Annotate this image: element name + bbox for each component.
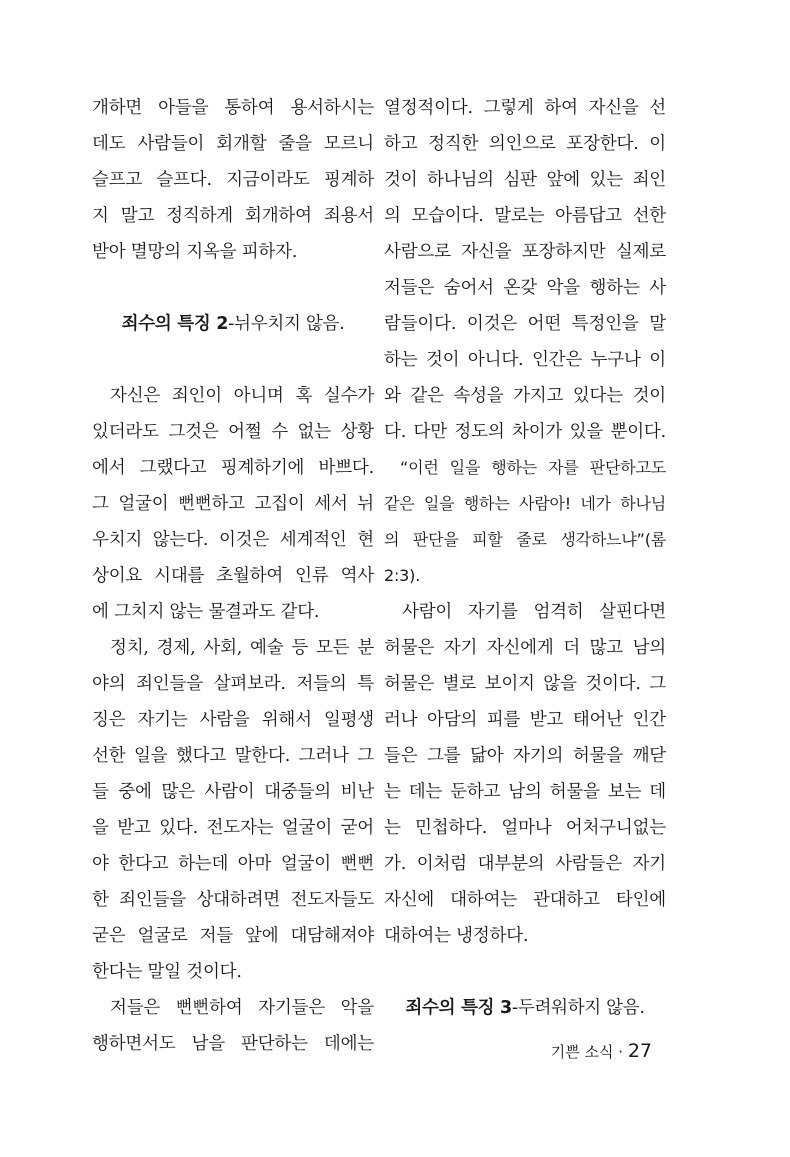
text-line: 람들이다. 이것은 어떤 특정인을 말 (384, 314, 666, 334)
quote-line: 같은 일을 행하는 사람아! 네가 하나님 (384, 494, 666, 513)
text-line: 을 받고 있다. 전도자는 얼굴이 굳어 (92, 818, 374, 838)
heading-bold-part: 죄수의 특징 2 (121, 314, 229, 334)
text-line: 하고 정직한 의인으로 포장한다. 이 (384, 134, 666, 154)
text-line: 개하면 아들을 통하여 용서하시는 (92, 98, 374, 118)
heading-rest-part: -뉘우치지 않음. (228, 314, 345, 334)
heading-bold-part: 죄수의 특징 3 (405, 998, 512, 1018)
text-line: 한 죄인들을 상대하려면 전도자들도 (92, 890, 374, 910)
text-line: 저들은 뻔뻔하여 자기들은 악을 (110, 998, 374, 1018)
quote-line: 의 판단을 피할 줄로 생각하느냐”(롬 (384, 530, 666, 549)
text-line: 와 같은 속성을 가지고 있다는 것이 (384, 386, 666, 406)
quote-line: “이런 일을 행하는 자를 판단하고도 (400, 458, 666, 477)
text-line: 허물은 별로 보이지 않을 것이다. 그 (384, 674, 666, 694)
heading-rest-part: -두려워하지 않음. (511, 998, 645, 1018)
text-line: 열정적이다. 그렇게 하여 자신을 선 (384, 98, 666, 118)
right-column (384, 90, 666, 1026)
text-line: 는 민첩하다. 얼마나 어처구니없는 (384, 818, 666, 838)
paragraph-left-2 (92, 378, 374, 630)
left-column (92, 90, 374, 1062)
scripture-quote (384, 450, 666, 594)
text-line: 자신은 죄인이 아니며 혹 실수가 (110, 386, 374, 406)
text-line: 들은 그를 닮아 자기의 허물을 깨닫 (384, 746, 666, 766)
quote-line: 2:3). (384, 566, 421, 585)
spacer (384, 954, 666, 990)
spacer (92, 342, 374, 378)
text-line: 것이 하나님의 심판 앞에 있는 죄인 (384, 170, 666, 190)
section-heading-2 (92, 306, 374, 342)
text-line: 사람으로 자신을 포장하지만 실제로 (384, 242, 666, 262)
text-line: 행하면서도 남을 판단하는 데에는 (92, 1034, 374, 1054)
text-line: 슬프고 슬프다. 지금이라도 핑계하 (92, 170, 374, 190)
text-line: 에 그치지 않는 물결과도 같다. (92, 602, 320, 622)
page-footer (551, 1040, 652, 1062)
text-line: 우치지 않는다. 이것은 세계적인 현 (92, 530, 374, 550)
paragraph-left-4 (92, 990, 374, 1062)
section-heading-3 (384, 990, 666, 1026)
text-line: 야 한다고 하는데 아마 얼굴이 뻔뻔 (92, 854, 374, 874)
text-line: 상이요 시대를 초월하여 인류 역사 (92, 566, 374, 586)
text-line: 야의 죄인들을 살펴보라. 저들의 특 (92, 674, 374, 694)
text-line: 에서 그랬다고 핑계하기에 바쁘다. (92, 458, 374, 478)
text-line: 있더라도 그것은 어쩔 수 없는 상황 (92, 422, 374, 442)
paragraph-left-1 (92, 90, 374, 270)
text-line: 자신에 대하여는 관대하고 타인에 (384, 890, 666, 910)
text-line: 가. 이처럼 대부분의 사람들은 자기 (384, 854, 666, 874)
page-number: 27 (627, 1040, 652, 1062)
paragraph-right-2 (384, 594, 666, 954)
paragraph-right-1 (384, 90, 666, 450)
text-line: 그 얼굴이 뻔뻔하고 고집이 세서 뉘 (92, 494, 374, 514)
text-line: 다. 다만 정도의 차이가 있을 뿐이다. (384, 422, 666, 442)
text-line: 저들은 숨어서 온갖 악을 행하는 사 (384, 278, 666, 298)
running-title: 기쁜 소식 · (550, 1043, 628, 1061)
text-line: 지 말고 정직하게 회개하여 죄용서 (92, 206, 374, 226)
text-line: 데도 사람들이 회개할 줄을 모르니 (92, 134, 374, 154)
spacer (92, 270, 374, 306)
text-line: 는 데는 둔하고 남의 허물을 보는 데 (384, 782, 666, 802)
text-line: 받아 멸망의 지옥을 피하자. (92, 242, 298, 262)
text-line: 러나 아담의 피를 받고 태어난 인간 (384, 710, 666, 730)
text-line: 사람이 자기를 엄격히 살핀다면 (402, 602, 666, 622)
text-line: 징은 자기는 사람을 위해서 일평생 (92, 710, 374, 730)
text-line: 선한 일을 했다고 말한다. 그러나 그 (92, 746, 374, 766)
text-line: 하는 것이 아니다. 인간은 누구나 이 (384, 350, 666, 370)
text-line: 들 중에 많은 사람이 대중들의 비난 (92, 782, 374, 802)
text-line: 한다는 말일 것이다. (92, 962, 242, 982)
text-line: 정치, 경제, 사회, 예술 등 모든 분 (110, 638, 374, 658)
paragraph-left-3 (92, 630, 374, 990)
text-line: 대하여는 냉정하다. (384, 926, 529, 946)
text-line: 허물은 자기 자신에게 더 많고 남의 (384, 638, 666, 658)
text-line: 의 모습이다. 말로는 아름답고 선한 (384, 206, 666, 226)
text-line: 굳은 얼굴로 저들 앞에 대담해져야 (92, 926, 374, 946)
